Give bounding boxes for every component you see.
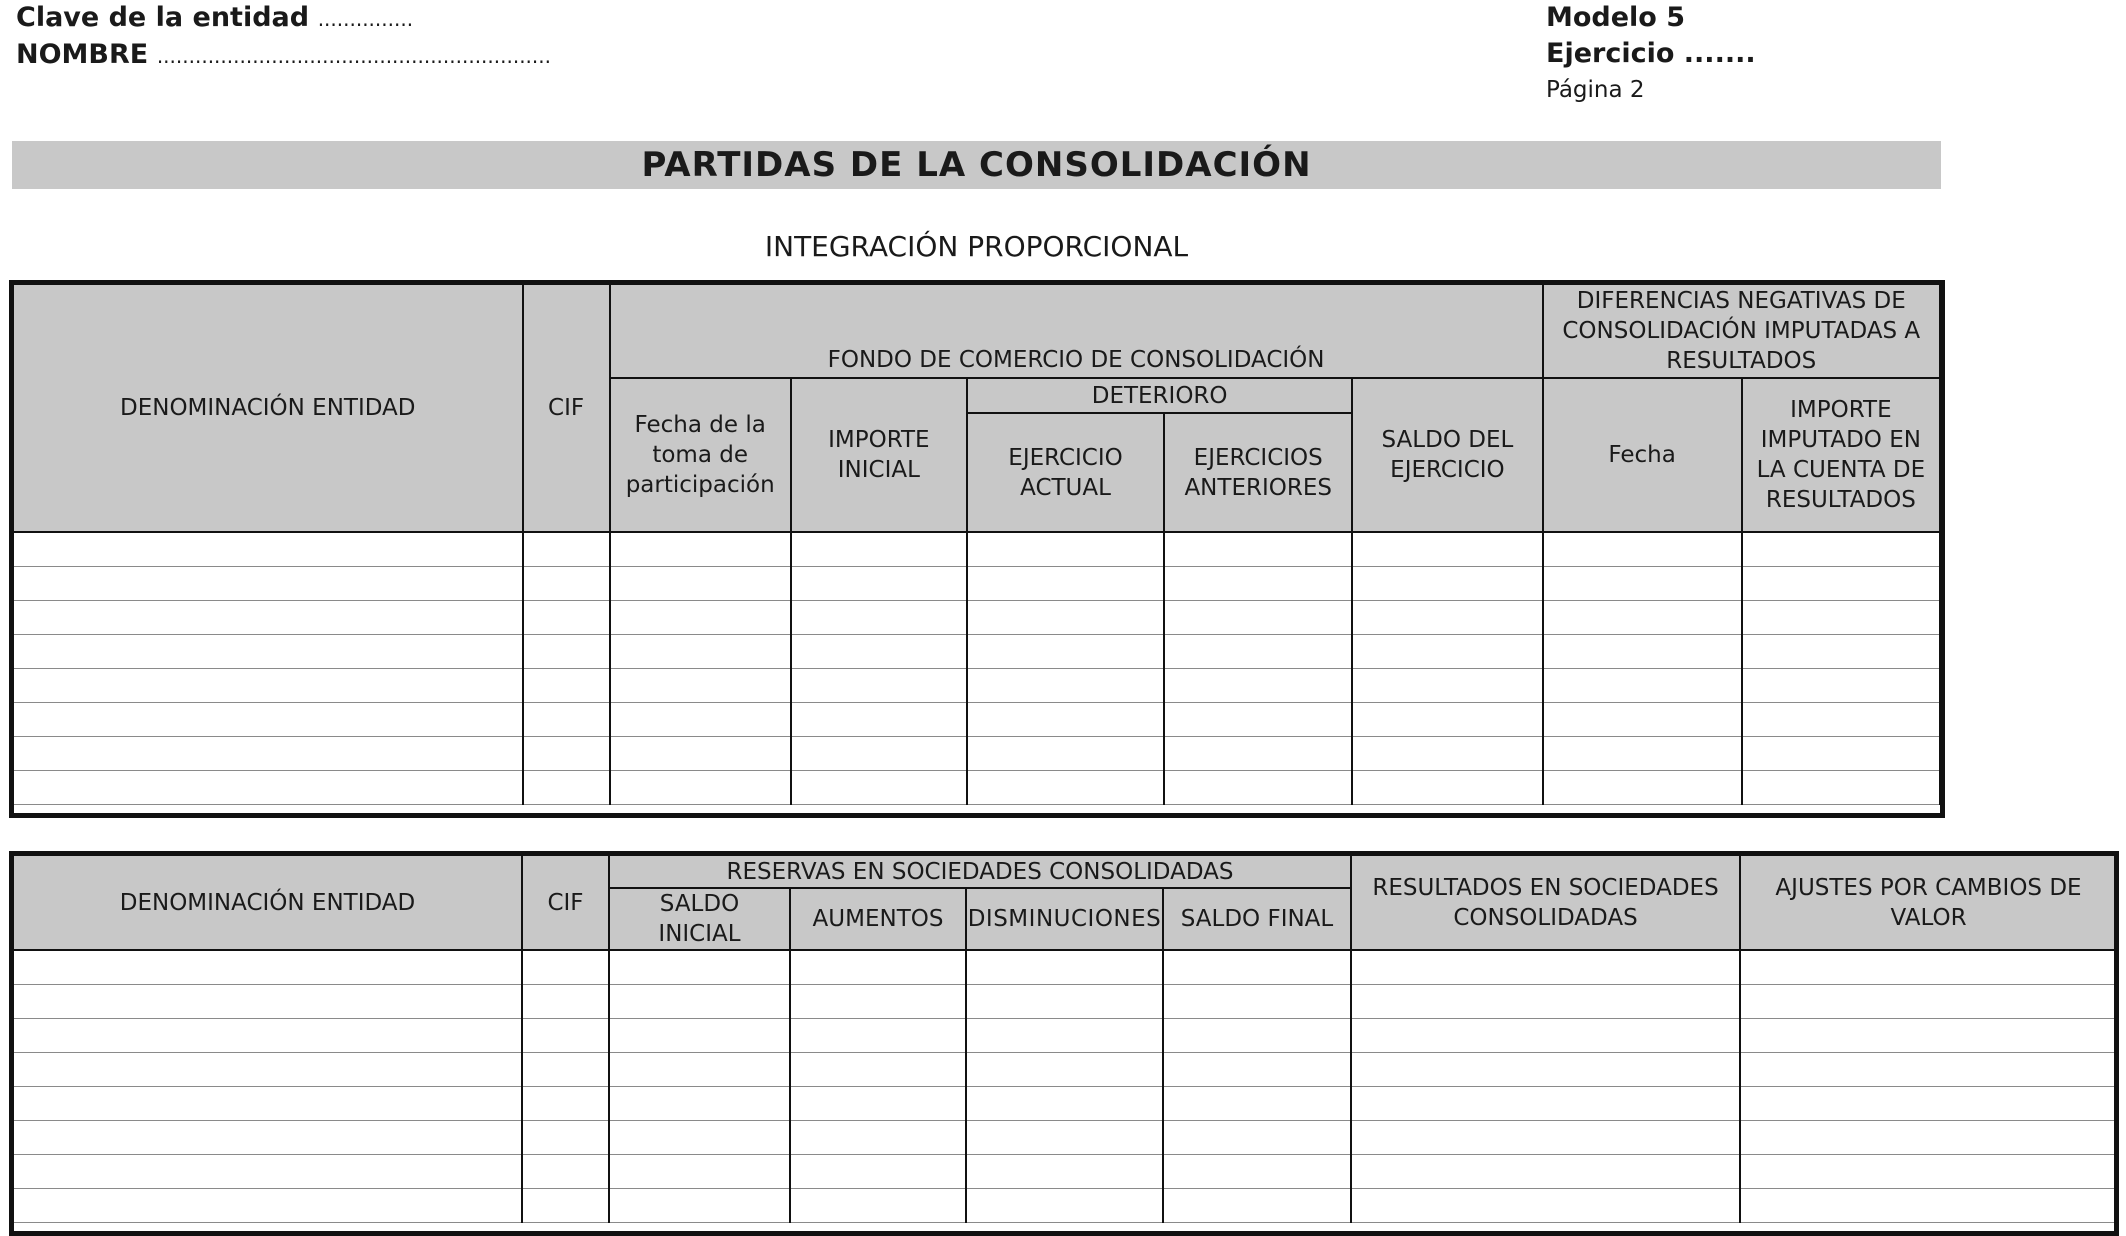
table-row <box>13 771 1940 805</box>
col-fecha-toma: Fecha de la toma de participación <box>610 378 791 532</box>
col-fecha: Fecha <box>1543 378 1742 532</box>
col2-cif: CIF <box>522 855 609 950</box>
clave-label: Clave de la entidad <box>16 2 310 33</box>
col-cif: CIF <box>523 284 610 532</box>
col-importe-imputado: IMPORTE IMPUTADO EN LA CUENTA DE RESULTADOS <box>1742 378 1940 532</box>
model-header <box>1546 0 1756 108</box>
ejercicio-field[interactable]: Ejercicio ....... <box>1546 38 1756 69</box>
col-ajustes: AJUSTES POR CAMBIOS DE VALOR <box>1740 855 2117 950</box>
nombre-line <box>16 37 551 74</box>
page-number: Página 2 <box>1546 77 1645 103</box>
col-aumentos: AUMENTOS <box>790 888 966 950</box>
table-row <box>13 601 1940 635</box>
entity-header <box>16 0 551 74</box>
col-saldo-inicial: SALDO INICIAL <box>609 888 790 950</box>
nombre-label: NOMBRE <box>16 39 149 70</box>
col-disminuciones: DISMINUCIONES <box>966 888 1163 950</box>
table-row <box>13 635 1940 669</box>
clave-field[interactable]: ............... <box>317 7 414 31</box>
section-subtitle: INTEGRACIÓN PROPORCIONAL <box>764 230 1189 263</box>
table-row <box>13 1087 2117 1121</box>
integracion-table <box>12 283 1941 805</box>
table-row <box>13 1155 2117 1189</box>
col-fondo-comercio: FONDO DE COMERCIO DE CONSOLIDACIÓN <box>610 284 1543 378</box>
col-saldo-final: SALDO FINAL <box>1163 888 1351 950</box>
col-deterioro: DETERIORO <box>967 378 1352 413</box>
nombre-field[interactable]: .............................................................. <box>156 44 551 68</box>
col-resultados: RESULTADOS EN SOCIEDADES CONSOLIDADAS <box>1351 855 1740 950</box>
table-row <box>13 950 2117 985</box>
table1-body <box>13 532 1940 805</box>
table-row <box>13 1189 2117 1223</box>
col-diferencias-negativas: DIFERENCIAS NEGATIVAS DE CONSOLIDACIÓN IMPUTADAS A RESULTADOS <box>1543 284 1940 378</box>
table-row <box>13 567 1940 601</box>
clave-line <box>16 0 551 37</box>
table-row <box>13 985 2117 1019</box>
table-row <box>13 1053 2117 1087</box>
table-row <box>13 1019 2117 1053</box>
col2-denominacion: DENOMINACIÓN ENTIDAD <box>13 855 522 950</box>
modelo-label: Modelo 5 <box>1546 2 1686 33</box>
page-title: PARTIDAS DE LA CONSOLIDACIÓN <box>12 141 1941 189</box>
table-row <box>13 737 1940 771</box>
table2-body <box>13 950 2117 1223</box>
col-ejercicios-anteriores: EJERCICIOS ANTERIORES <box>1164 413 1352 532</box>
table-row <box>13 669 1940 703</box>
col-importe-inicial: IMPORTE INICIAL <box>791 378 967 532</box>
col-reservas: RESERVAS EN SOCIEDADES CONSOLIDADAS <box>609 855 1351 888</box>
col-denominacion: DENOMINACIÓN ENTIDAD <box>13 284 523 532</box>
table-row <box>13 1121 2117 1155</box>
col-ejercicio-actual: EJERCICIO ACTUAL <box>967 413 1164 532</box>
reservas-table <box>12 854 2118 1223</box>
col-saldo-ejercicio: SALDO DEL EJERCICIO <box>1352 378 1542 532</box>
table-row <box>13 532 1940 567</box>
table-row <box>13 703 1940 737</box>
